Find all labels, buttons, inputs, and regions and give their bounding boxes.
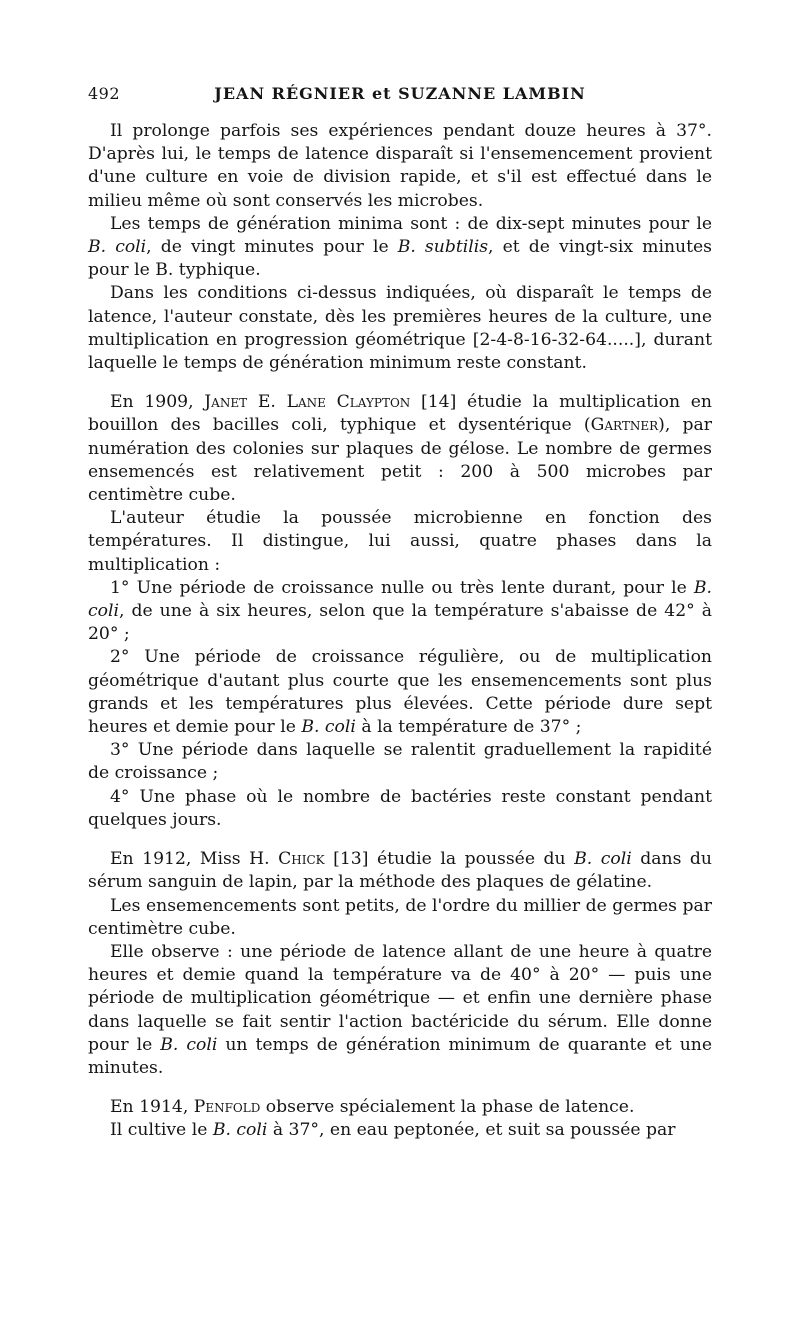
paragraph-9: 4° Une phase où le nombre de bactéries reste constant pendant quelques jours. xyxy=(88,786,712,830)
paragraph-7: 2° Une période de croissance régulière, ou de multiplication géométrique d'autant plus courte que les ensemencements sont plus grands et les températures plus élevées. Cette période dure sept heures et demie pour le B. coli à la température de 37° ; xyxy=(88,647,712,738)
paragraph-12: Elle observe : une période de latence allant de une heure à quatre heures et demie quand la température va de 40° à 20° — puis une période de multiplication géométrique — et enfin une dernière phase dans laquelle se fait sentir l'action bactéricide du sérum. Elle donne pour le B. coli un temps de génération minimum de quarante et une minutes. xyxy=(88,941,713,1078)
paragraph-10: En 1912, Miss H. Chick [13] étudie la poussée du B. coli dans du sérum sanguin de lapin, par la méthode des plaques de gélatine. xyxy=(88,849,712,893)
section-gap xyxy=(88,1080,712,1096)
paragraph-14: Il cultive le B. coli à 37°, en eau peptonée, et suit sa poussée par xyxy=(110,1120,676,1141)
paragraph-1: Il prolonge parfois ses expériences pendant douze heures à 37°. D'après lui, le temps de latence disparaît si l'ensemencement provient d'une culture en voie de division rapide, et s'il est effectué dans le milieu même où sont conservés les microbes. xyxy=(88,121,712,211)
section-gap xyxy=(88,375,712,391)
paragraph-3: Dans les conditions ci-dessus indiquées, où disparaît le temps de latence, l'auteur constate, dès les premières heures de la culture, une multiplication en progression géométrique [2-4-8-16-32-64.....], durant laquelle le temps de génération minimum reste constant. xyxy=(88,283,712,374)
page-number: 492 xyxy=(88,84,121,103)
section-gap xyxy=(88,832,712,848)
running-title: JEAN RÉGNIER et SUZANNE LAMBIN xyxy=(214,84,586,103)
paragraph-5: L'auteur étudie la poussée microbienne en fonction des températures. Il distingue, lui aussi, quatre phases dans la multiplication : xyxy=(88,508,712,575)
page-header xyxy=(88,84,712,110)
paragraph-8: 3° Une période dans laquelle se ralentit graduellement la rapidité de croissance ; xyxy=(88,740,712,784)
paragraph-11: Les ensemencements sont petits, de l'ordre du millier de germes par centimètre cube. xyxy=(88,895,712,939)
paragraph-6: 1° Une période de croissance nulle ou très lente durant, pour le B. coli, de une à six heures, selon que la température s'abaisse de 42° à 20° ; xyxy=(88,577,712,645)
body-text xyxy=(88,120,712,1143)
paragraph-2: Les temps de génération minima sont : de dix-sept minutes pour le B. coli, de vingt minutes pour le B. subtilis, et de vingt-six minutes pour le B. typhique. xyxy=(88,213,712,281)
paragraph-4: En 1909, Janet E. Lane Claypton [14] étudie la multiplication en bouillon des bacilles coli, typhique et dysentérique (Gartner), par numération des colonies sur plaques de gélose. Le nombre de germes ensemencés est relativement petit : 200 à 500 microbes par centimètre cube. xyxy=(88,392,712,506)
paragraph-13: En 1914, Penfold observe spécialement la phase de latence. xyxy=(110,1097,635,1118)
